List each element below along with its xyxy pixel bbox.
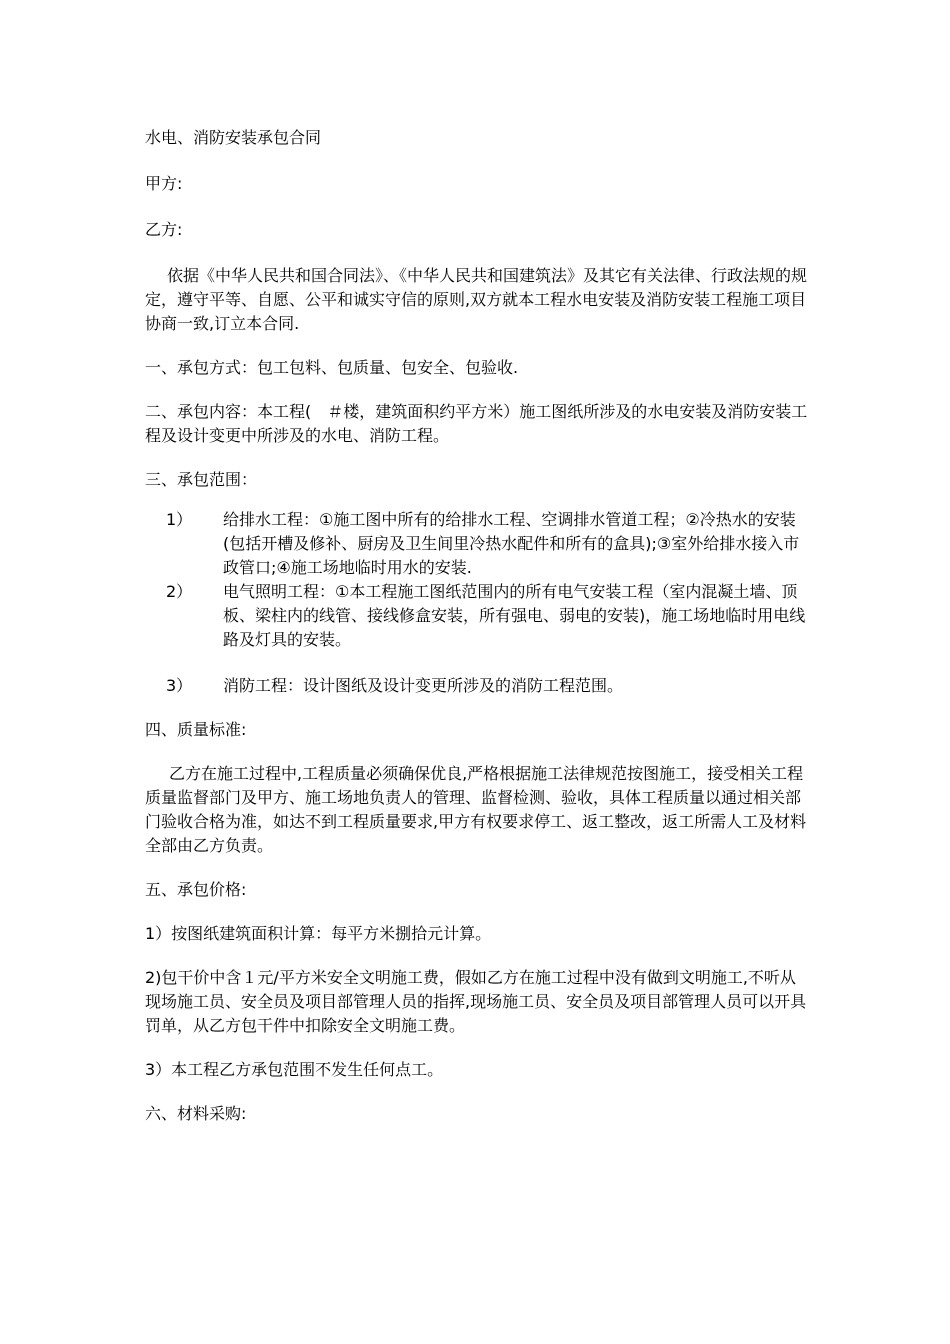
section-scope-heading: 三、承包范围： (145, 470, 258, 489)
contract-page (145, 126, 810, 1126)
scope-item-text: 给排水工程：①施工图中所有的给排水工程、空调排水管道工程；②冷热水的安装(包括开槽及修补、厨房及卫生间里冷热水配件和所有的盒具);③室外给排水接入市政管口;④施工场地临时用水的安装. (223, 510, 800, 577)
scope-item (145, 674, 810, 698)
section-contract-method: 一、承包方式：包工包料、包质量、包安全、包验收. (145, 358, 519, 377)
document-title: 水电、消防安装承包合同 (145, 128, 322, 147)
preamble-paragraph: 依据《中华人民共和国合同法》、《中华人民共和国建筑法》及其它有关法律、行政法规的规定，遵守平等、自愿、公平和诚实守信的原则,双方就本工程水电安装及消防安装工程施工项目协商一致,订立本合同. (145, 266, 808, 333)
scope-item-text: 消防工程：设计图纸及设计变更所涉及的消防工程范围。 (223, 676, 624, 695)
section-contract-content: 二、承包内容：本工程( ＃楼，建筑面积约平方米）施工图纸所涉及的水电安装及消防安装工程及设计变更中所涉及的水电、消防工程。 (145, 402, 808, 445)
section-quality-body: 乙方在施工过程中,工程质量必须确保优良,严格根据施工法律规范按图施工，接受相关工程质量监督部门及甲方、施工场地负责人的管理、监督检测、验收，具体工程质量以通过相关部门验收合格为准，如达不到工程质量要求,甲方有权要求停工、返工整改，返工所需人工及材料全部由乙方负责。 (145, 764, 807, 855)
section-quality-heading: 四、质量标准: (145, 720, 247, 739)
scope-item (145, 508, 810, 580)
scope-item-number: 1） (166, 510, 193, 529)
price-clause-1: 1）按图纸建筑面积计算：每平方米捌拾元计算。 (145, 924, 492, 943)
scope-item-text: 电气照明工程：①本工程施工图纸范围内的所有电气安装工程（室内混凝土墙、顶板、梁柱内的线管、接线修盒安装，所有强电、弱电的安装)，施工场地临时用电线路及灯具的安装。 (223, 582, 806, 649)
party-a-line: 甲方: (145, 174, 183, 193)
price-clause-3: 3）本工程乙方承包范围不发生任何点工。 (145, 1060, 444, 1079)
scope-item (145, 580, 810, 652)
scope-item-number: 3） (166, 676, 193, 695)
section-price-heading: 五、承包价格: (145, 880, 247, 899)
price-clause-2: 2)包干价中含１元/平方米安全文明施工费，假如乙方在施工过程中没有做到文明施工,不听从现场施工员、安全员及项目部管理人员的指挥,现场施工员、安全员及项目部管理人员可以开具罚单，从乙方包干件中扣除安全文明施工费。 (145, 968, 807, 1035)
scope-item-number: 2） (166, 582, 193, 601)
party-b-line: 乙方: (145, 220, 183, 239)
section-materials-heading: 六、材料采购: (145, 1104, 247, 1123)
scope-list (145, 508, 810, 698)
